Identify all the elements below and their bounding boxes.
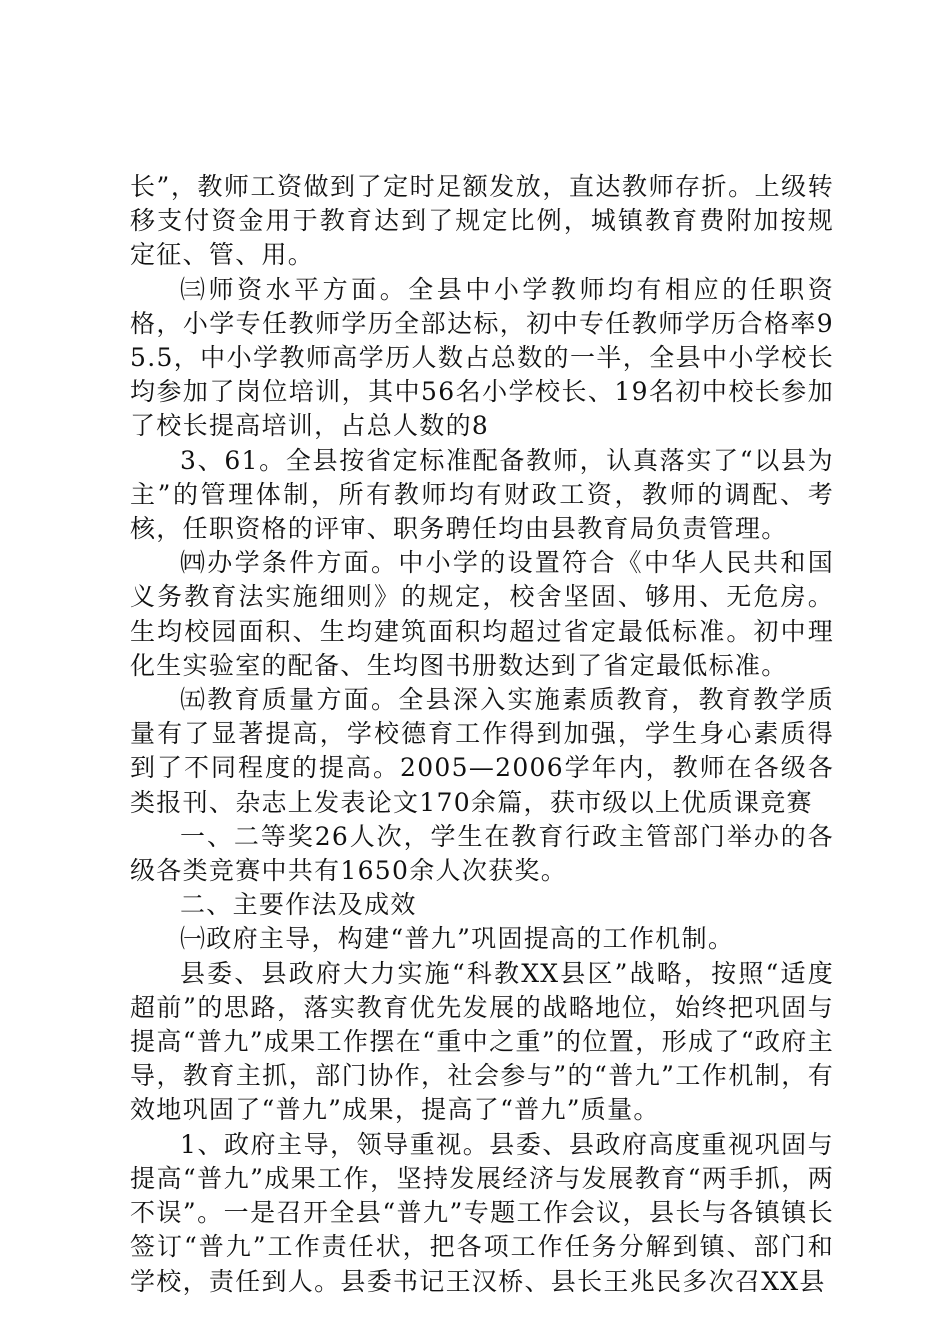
paragraph-awards: 一、二等奖26人次，学生在教育行政主管部门举办的各级各类竞赛中共有1650余人次获奖。 <box>130 821 834 886</box>
document-body <box>130 170 834 1299</box>
paragraph-leadership-attention: 1、政府主导，领导重视。县委、县政府高度重视巩固与提高“普九”成果工作，坚持发展经济与发展教育“两手抓，两不误”。一是召开全县“普九”专题工作会议，县长与各镇镇长签订“普九”工作责任状，把各项工作任务分解到镇、部门和学校，责任到人。县委书记王汉桥、县长王兆民多次召XX县 <box>130 1129 834 1296</box>
section-heading-main-practices: 二、主要作法及成效 <box>180 890 417 920</box>
paragraph-work-mechanism: 县委、县政府大力实施“科教XX县区”战略，按照“适度超前”的思路，落实教育优先发展的战略地位，始终把巩固与提高“普九”成果工作摆在“重中之重”的位置，形成了“政府主导，教育主抓，部门协作，社会参与”的“普九”工作机制，有效地巩固了“普九”成果，提高了“普九”质量。 <box>130 958 834 1125</box>
paragraph-school-conditions: ㈣办学条件方面。中小学的设置符合《中华人民共和国义务教育法实施细则》的规定，校舍坚固、够用、无危房。生均校园面积、生均建筑面积均超过省定最低标准。初中理化生实验室的配备、生均图书册数达到了省定最低标准。 <box>130 548 834 680</box>
paragraph-salary-funding: 长”，教师工资做到了定时足额发放，直达教师存折。上级转移支付资金用于教育达到了规定比例，城镇教育费附加按规定征、管、用。 <box>130 172 834 270</box>
paragraph-staffing-management: 3、61。全县按省定标准配备教师，认真落实了“以县为主”的管理体制，所有教师均有财政工资，教师的调配、考核，任职资格的评审、职务聘任均由县教育局负责管理。 <box>130 445 834 544</box>
subsection-heading-government-led: ㈠政府主导，构建“普九”巩固提高的工作机制。 <box>180 924 735 954</box>
paragraph-teacher-qualification: ㈢师资水平方面。全县中小学教师均有相应的任职资格，小学专任教师学历全部达标，初中专任教师学历合格率95.5，中小学教师高学历人数占总数的一半，全县中小学校长均参加了岗位培训，其中56名小学校长、19名初中校长参加了校长提高培训，占总人数的8 <box>130 274 834 441</box>
paragraph-education-quality: ㈤教育质量方面。全县深入实施素质教育，教育教学质量有了显著提高，学校德育工作得到加强，学生身心素质得到了不同程度的提高。2005—2006学年内，教师在各级各类报刊、杂志上发表论文170余篇，获市级以上优质课竞赛 <box>130 685 834 817</box>
